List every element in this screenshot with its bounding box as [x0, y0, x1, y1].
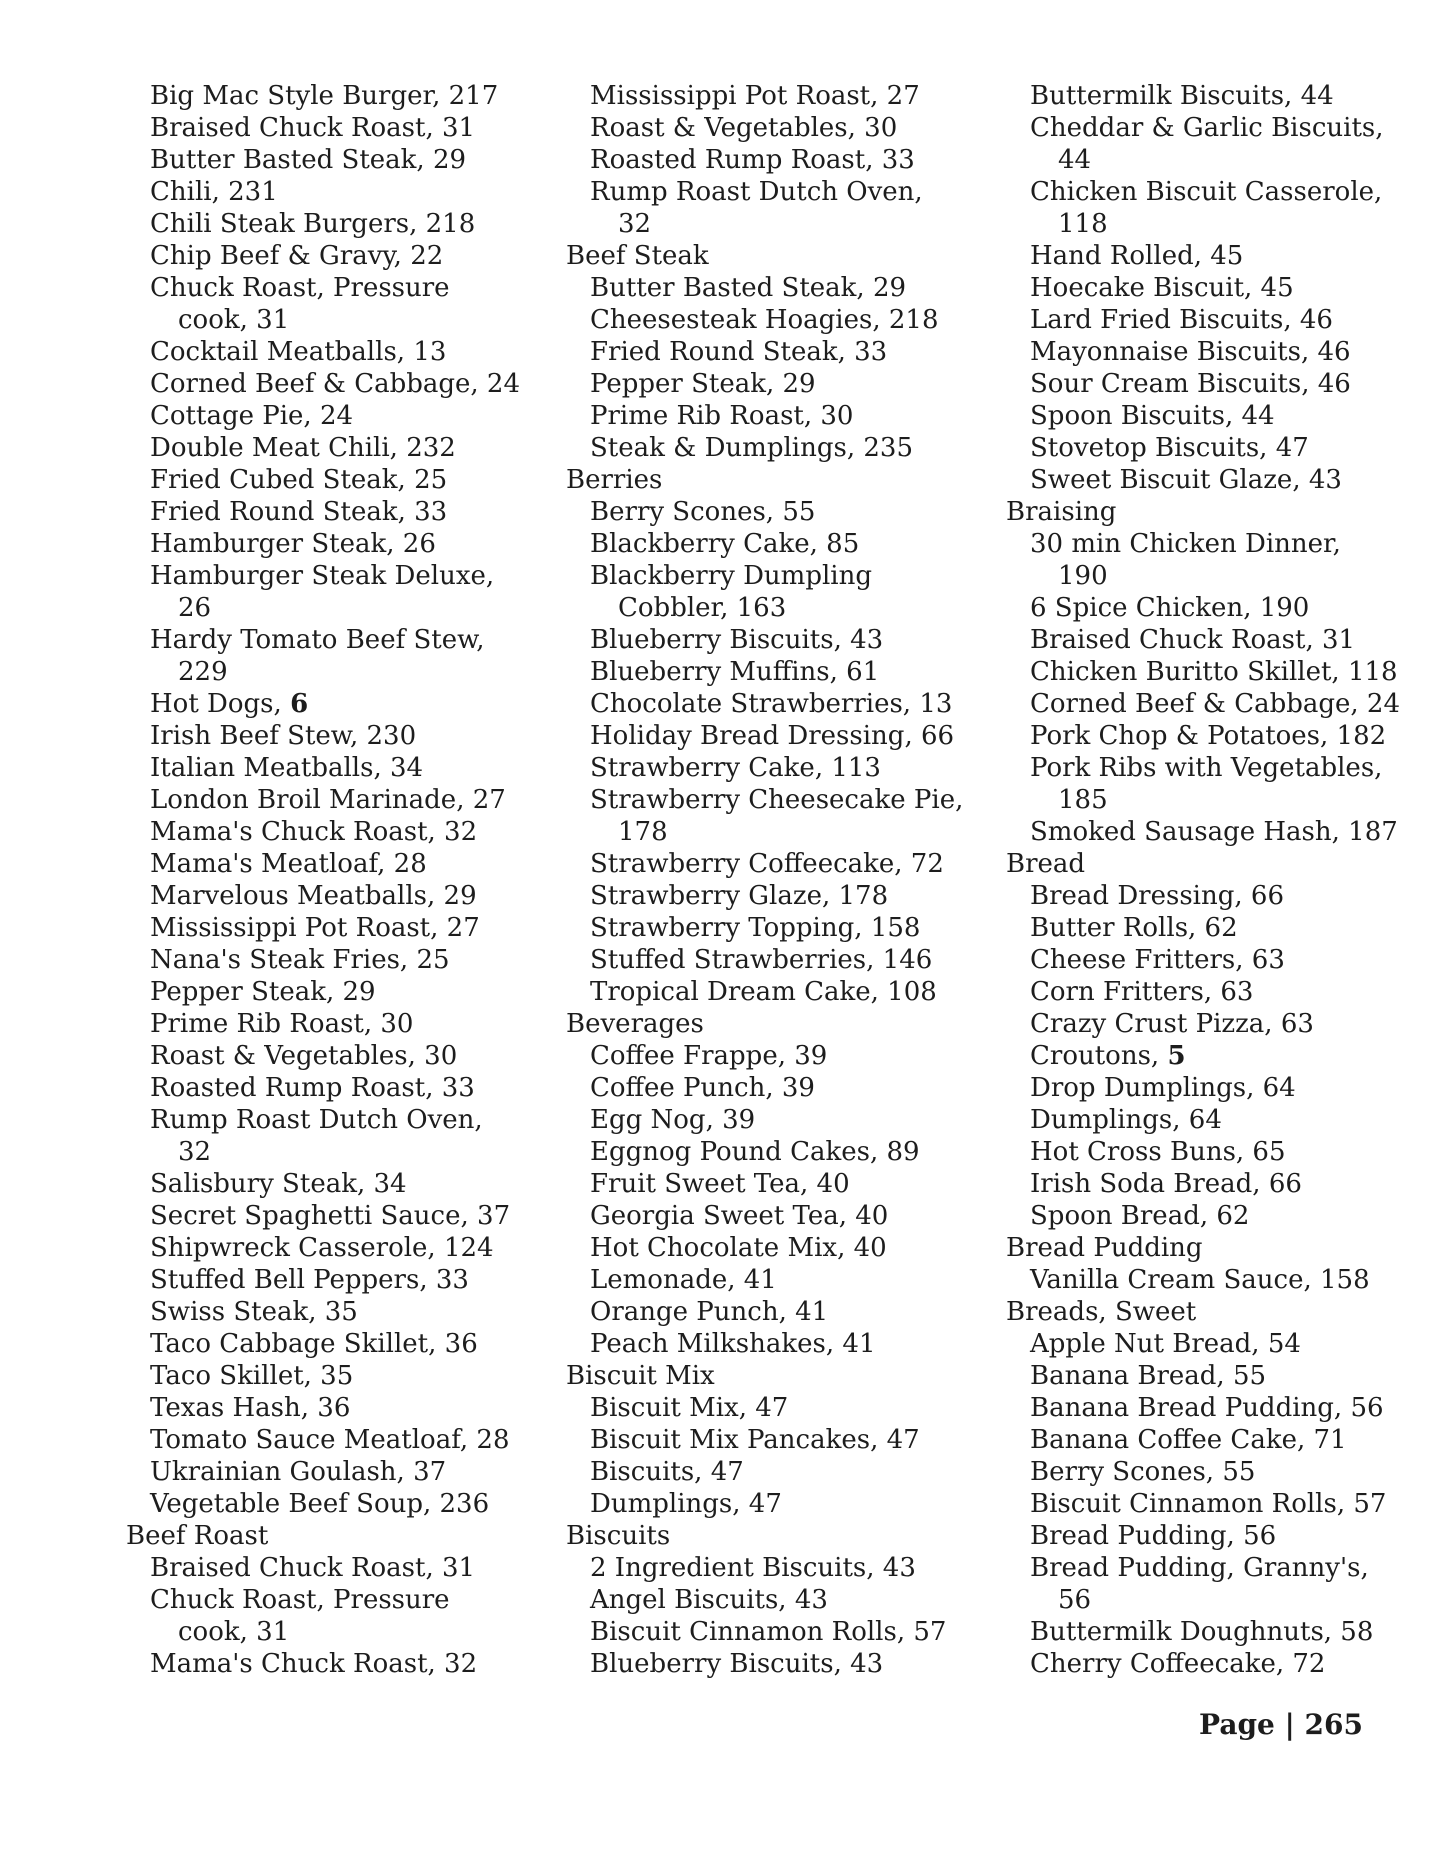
- index-entry: Chicken Biscuit Casserole,: [1030, 177, 1383, 207]
- index-entry: Crazy Crust Pizza, 63: [1030, 1009, 1314, 1039]
- index-entry: Mississippi Pot Roast, 27: [150, 913, 480, 943]
- index-section-heading: Berries: [566, 465, 663, 495]
- index-entry: Cottage Pie, 24: [150, 401, 354, 431]
- index-entry-continuation: 118: [1058, 209, 1108, 239]
- index-section-heading: Biscuits: [566, 1521, 671, 1551]
- index-entry: 6 Spice Chicken, 190: [1030, 593, 1310, 623]
- index-entry: Apple Nut Bread, 54: [1030, 1329, 1301, 1359]
- index-entry: Hot Cross Buns, 65: [1030, 1137, 1286, 1167]
- index-section-heading: Braising: [1006, 497, 1117, 527]
- index-entry: Roasted Rump Roast, 33: [590, 145, 915, 175]
- index-entry: Strawberry Glaze, 178: [590, 881, 889, 911]
- index-entry: Hoecake Biscuit, 45: [1030, 273, 1294, 303]
- index-entry: Salisbury Steak, 34: [150, 1169, 407, 1199]
- index-entry: Croutons, 5: [1030, 1041, 1186, 1071]
- index-entry: Italian Meatballs, 34: [150, 753, 424, 783]
- index-entry: Corned Beef & Cabbage, 24: [150, 369, 521, 399]
- index-entry: Tomato Sauce Meatloaf, 28: [150, 1425, 510, 1455]
- index-entry: Chili Steak Burgers, 218: [150, 209, 476, 239]
- index-section-heading: Beef Roast: [126, 1521, 269, 1551]
- index-entry: Mississippi Pot Roast, 27: [590, 81, 920, 111]
- index-entry: Braised Chuck Roast, 31: [150, 1553, 476, 1583]
- index-entry: Strawberry Coffeecake, 72: [590, 849, 944, 879]
- index-entry-continuation: 32: [178, 1137, 212, 1167]
- index-section-heading: Breads, Sweet: [1006, 1297, 1197, 1327]
- index-entry: Drop Dumplings, 64: [1030, 1073, 1296, 1103]
- index-entry: Spoon Biscuits, 44: [1030, 401, 1275, 431]
- index-entry: Pepper Steak, 29: [150, 977, 376, 1007]
- index-entry: Biscuit Mix, 47: [590, 1393, 789, 1423]
- index-entry-continuation: cook, 31: [178, 1617, 290, 1647]
- index-entry: Bread Pudding, Granny's,: [1030, 1553, 1369, 1583]
- index-entry-continuation: 178: [618, 817, 668, 847]
- index-section-heading: Beverages: [566, 1009, 704, 1039]
- index-entry: Blackberry Cake, 85: [590, 529, 860, 559]
- index-entry: 2 Ingredient Biscuits, 43: [590, 1553, 916, 1583]
- index-entry: Marvelous Meatballs, 29: [150, 881, 477, 911]
- index-entry: Biscuit Mix Pancakes, 47: [590, 1425, 920, 1455]
- index-entry: Mama's Chuck Roast, 32: [150, 1649, 478, 1679]
- index-entry: Braised Chuck Roast, 31: [150, 113, 476, 143]
- index-entry: Buttermilk Biscuits, 44: [1030, 81, 1334, 111]
- index-entry: Roasted Rump Roast, 33: [150, 1073, 475, 1103]
- index-entry: Banana Bread, 55: [1030, 1361, 1267, 1391]
- index-entry: Strawberry Cake, 113: [590, 753, 881, 783]
- index-section-heading: Biscuit Mix: [566, 1361, 715, 1391]
- index-entry: Hand Rolled, 45: [1030, 241, 1244, 271]
- index-entry: Lemonade, 41: [590, 1265, 777, 1295]
- index-entry: Shipwreck Casserole, 124: [150, 1233, 494, 1263]
- index-entry: Holiday Bread Dressing, 66: [590, 721, 955, 751]
- index-entry: Strawberry Topping, 158: [590, 913, 921, 943]
- index-entry: Stovetop Biscuits, 47: [1030, 433, 1309, 463]
- index-entry: Stuffed Strawberries, 146: [590, 945, 933, 975]
- index-entry: Fried Round Steak, 33: [150, 497, 448, 527]
- index-entry: Banana Coffee Cake, 71: [1030, 1425, 1347, 1455]
- index-entry: Georgia Sweet Tea, 40: [590, 1201, 889, 1231]
- index-entry: Smoked Sausage Hash, 187: [1030, 817, 1398, 847]
- index-entry-continuation: 185: [1058, 785, 1108, 815]
- index-entry: Cheddar & Garlic Biscuits,: [1030, 113, 1384, 143]
- index-entry: Tropical Dream Cake, 108: [590, 977, 937, 1007]
- index-entry: Berry Scones, 55: [1030, 1457, 1256, 1487]
- index-entry: Pepper Steak, 29: [590, 369, 816, 399]
- index-entry: Bread Dressing, 66: [1030, 881, 1284, 911]
- index-entry: Mama's Meatloaf, 28: [150, 849, 427, 879]
- index-entry: Angel Biscuits, 43: [590, 1585, 828, 1615]
- index-entry: Pork Ribs with Vegetables,: [1030, 753, 1383, 783]
- index-entry: Chicken Buritto Skillet, 118: [1030, 657, 1398, 687]
- index-entry: Mayonnaise Biscuits, 46: [1030, 337, 1351, 367]
- index-entry: Prime Rib Roast, 30: [150, 1009, 414, 1039]
- index-entry: Blueberry Biscuits, 43: [590, 1649, 884, 1679]
- index-section-heading: Beef Steak: [566, 241, 709, 271]
- index-entry: Butter Basted Steak, 29: [590, 273, 907, 303]
- index-entry-continuation: Cobbler, 163: [618, 593, 787, 623]
- bold-page-number: 6: [290, 689, 309, 719]
- index-entry: Pork Chop & Potatoes, 182: [1030, 721, 1387, 751]
- index-entry: Corn Fritters, 63: [1030, 977, 1254, 1007]
- index-entry: Cheese Fritters, 63: [1030, 945, 1285, 975]
- index-entry: Bread Pudding, 56: [1030, 1521, 1277, 1551]
- index-entry: Strawberry Cheesecake Pie,: [590, 785, 964, 815]
- index-entry: Fried Cubed Steak, 25: [150, 465, 448, 495]
- index-entry: Vanilla Cream Sauce, 158: [1030, 1265, 1370, 1295]
- index-entry: Peach Milkshakes, 41: [590, 1329, 876, 1359]
- index-entry: Rump Roast Dutch Oven,: [590, 177, 923, 207]
- index-entry: Blueberry Biscuits, 43: [590, 625, 884, 655]
- index-entry: Double Meat Chili, 232: [150, 433, 456, 463]
- index-entry: Banana Bread Pudding, 56: [1030, 1393, 1384, 1423]
- index-entry: Rump Roast Dutch Oven,: [150, 1105, 483, 1135]
- index-entry: Coffee Frappe, 39: [590, 1041, 828, 1071]
- index-entry: Ukrainian Goulash, 37: [150, 1457, 447, 1487]
- index-entry: Hamburger Steak Deluxe,: [150, 561, 495, 591]
- index-entry: Prime Rib Roast, 30: [590, 401, 854, 431]
- index-entry: Fried Round Steak, 33: [590, 337, 888, 367]
- index-entry: Big Mac Style Burger, 217: [150, 81, 499, 111]
- index-entry: Mama's Chuck Roast, 32: [150, 817, 478, 847]
- index-entry: Biscuit Cinnamon Rolls, 57: [590, 1617, 947, 1647]
- index-entry: Roast & Vegetables, 30: [150, 1041, 458, 1071]
- index-entry: Fruit Sweet Tea, 40: [590, 1169, 850, 1199]
- index-entry: Taco Cabbage Skillet, 36: [150, 1329, 478, 1359]
- index-entry: Chuck Roast, Pressure: [150, 273, 450, 303]
- index-column: [1006, 80, 1442, 1680]
- index-entry: Buttermilk Doughnuts, 58: [1030, 1617, 1374, 1647]
- index-entry: Roast & Vegetables, 30: [590, 113, 898, 143]
- index-entry: Steak & Dumplings, 235: [590, 433, 913, 463]
- index-entry-continuation: cook, 31: [178, 305, 290, 335]
- index-entry: Braised Chuck Roast, 31: [1030, 625, 1356, 655]
- bold-page-number: 5: [1167, 1041, 1186, 1071]
- index-entry: Spoon Bread, 62: [1030, 1201, 1250, 1231]
- index-entry: Secret Spaghetti Sauce, 37: [150, 1201, 511, 1231]
- index-entry: Sour Cream Biscuits, 46: [1030, 369, 1351, 399]
- index-entry: Chuck Roast, Pressure: [150, 1585, 450, 1615]
- index-entry: Butter Rolls, 62: [1030, 913, 1238, 943]
- index-entry: Biscuit Cinnamon Rolls, 57: [1030, 1489, 1387, 1519]
- index-entry: Biscuits, 47: [590, 1457, 744, 1487]
- index-entry: Taco Skillet, 35: [150, 1361, 354, 1391]
- index-entry: Butter Basted Steak, 29: [150, 145, 467, 175]
- index-column: [126, 80, 562, 1680]
- index-entry: Vegetable Beef Soup, 236: [150, 1489, 490, 1519]
- index-entry: Cheesesteak Hoagies, 218: [590, 305, 939, 335]
- index-entry: Stuffed Bell Peppers, 33: [150, 1265, 469, 1295]
- index-entry-continuation: 56: [1058, 1585, 1092, 1615]
- index-entry: Berry Scones, 55: [590, 497, 816, 527]
- index-entry: Blueberry Muffins, 61: [590, 657, 880, 687]
- index-entry: Swiss Steak, 35: [150, 1297, 358, 1327]
- index-entry: 30 min Chicken Dinner,: [1030, 529, 1341, 559]
- index-entry: London Broil Marinade, 27: [150, 785, 506, 815]
- index-entry-continuation: 229: [178, 657, 228, 687]
- index-entry: Irish Soda Bread, 66: [1030, 1169, 1302, 1199]
- index-entry: Coffee Punch, 39: [590, 1073, 815, 1103]
- index-section-heading: Bread: [1006, 849, 1086, 879]
- index-entry: Chip Beef & Gravy, 22: [150, 241, 444, 271]
- page-number-footer: Page | 265: [1199, 1708, 1363, 1741]
- index-entry-continuation: 32: [618, 209, 652, 239]
- index-entry: Cherry Coffeecake, 72: [1030, 1649, 1326, 1679]
- index-entry-continuation: 44: [1058, 145, 1092, 175]
- index-entry-continuation: 26: [178, 593, 212, 623]
- index-entry-continuation: 190: [1058, 561, 1108, 591]
- index-entry: Eggnog Pound Cakes, 89: [590, 1137, 920, 1167]
- index-entry: Cocktail Meatballs, 13: [150, 337, 447, 367]
- index-entry: Orange Punch, 41: [590, 1297, 829, 1327]
- index-entry: Nana's Steak Fries, 25: [150, 945, 450, 975]
- index-column: [566, 80, 1002, 1680]
- index-entry: Blackberry Dumpling: [590, 561, 872, 591]
- index-entry: Hardy Tomato Beef Stew,: [150, 625, 485, 655]
- index-entry: Hot Dogs, 6: [150, 689, 309, 719]
- index-entry: Sweet Biscuit Glaze, 43: [1030, 465, 1342, 495]
- index-entry: Egg Nog, 39: [590, 1105, 756, 1135]
- index-entry: Dumplings, 47: [590, 1489, 782, 1519]
- index-entry: Chocolate Strawberries, 13: [590, 689, 953, 719]
- index-entry: Lard Fried Biscuits, 46: [1030, 305, 1333, 335]
- index-entry: Dumplings, 64: [1030, 1105, 1222, 1135]
- index-entry: Hamburger Steak, 26: [150, 529, 436, 559]
- index-entry: Irish Beef Stew, 230: [150, 721, 417, 751]
- index-section-heading: Bread Pudding: [1006, 1233, 1203, 1263]
- index-entry: Corned Beef & Cabbage, 24: [1030, 689, 1401, 719]
- index-entry: Hot Chocolate Mix, 40: [590, 1233, 887, 1263]
- index-entry: Chili, 231: [150, 177, 278, 207]
- index-entry: Texas Hash, 36: [150, 1393, 351, 1423]
